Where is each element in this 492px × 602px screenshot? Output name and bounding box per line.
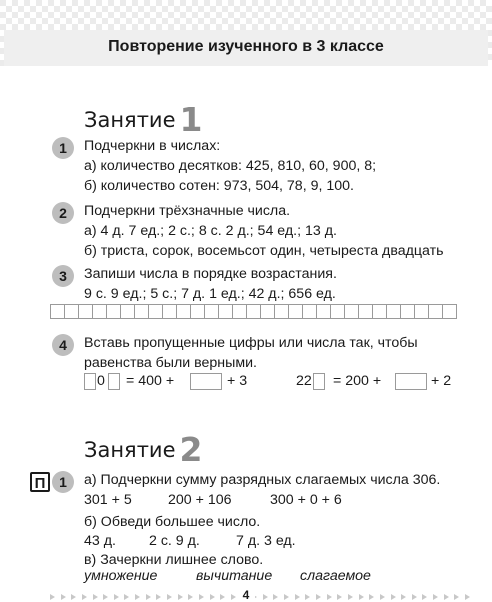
task-text: 9 с. 9 ед.; 5 с.; 7 д. 1 ед.; 42 д.; 656 ед.: [84, 286, 336, 302]
word-option: вычитание: [196, 568, 273, 584]
grid-cell[interactable]: [358, 304, 372, 319]
blank-box[interactable]: [313, 373, 325, 390]
grid-cell[interactable]: [190, 304, 204, 319]
given-number: 22: [296, 373, 312, 389]
grid-cell[interactable]: [246, 304, 260, 319]
page-title: Повторение изученного в 3 классе: [108, 38, 384, 55]
task-badge: 2: [52, 202, 74, 224]
equation-text: + 2: [431, 373, 452, 389]
task-badge: 4: [52, 334, 74, 356]
task-text: б) триста, сорок, восемьсот один, четыреста двадцать: [84, 243, 444, 259]
task-text: а) количество десятков: 425, 810, 60, 900, 8;: [84, 158, 377, 174]
letter-p-icon: П: [30, 472, 50, 492]
grid-cell[interactable]: [176, 304, 190, 319]
word-option: слагаемое: [300, 568, 371, 584]
task-badge: 1: [52, 471, 74, 493]
task-text: равенства были верными.: [84, 355, 257, 371]
word-option: умножение: [84, 568, 158, 584]
grid-cell[interactable]: [92, 304, 106, 319]
grid-cell[interactable]: [428, 304, 442, 319]
grid-cell[interactable]: [386, 304, 400, 319]
blank-box[interactable]: [108, 373, 120, 390]
equation-text: = 200 +: [333, 373, 382, 389]
answer-grid[interactable]: [50, 304, 457, 318]
grid-cell[interactable]: [148, 304, 162, 319]
blank-box[interactable]: [84, 373, 96, 390]
task-text: Подчеркни трёхзначные числа.: [84, 203, 291, 219]
grid-cell[interactable]: [120, 304, 134, 319]
grid-cell[interactable]: [344, 304, 358, 319]
grid-cell[interactable]: [400, 304, 414, 319]
task-text: в) Зачеркни лишнее слово.: [84, 552, 264, 568]
grid-cell[interactable]: [204, 304, 218, 319]
grid-cell[interactable]: [330, 304, 344, 319]
task-badge: 3: [52, 265, 74, 287]
grid-cell[interactable]: [372, 304, 386, 319]
option-text: 300 + 0 + 6: [270, 492, 342, 508]
task-text: а) 4 д. 7 ед.; 2 с.; 8 с. 2 д.; 54 ед.; 13 д.: [84, 223, 337, 239]
page-number: 4: [237, 588, 256, 602]
option-text: 43 д.: [84, 533, 116, 549]
lesson-label: Занятие: [84, 438, 176, 462]
lesson-number: 2: [179, 430, 203, 469]
option-text: 2 с. 9 д.: [149, 533, 200, 549]
grid-cell[interactable]: [414, 304, 428, 319]
grid-cell[interactable]: [134, 304, 148, 319]
lesson-1-heading: [84, 100, 202, 139]
task-text: а) Подчеркни сумму разрядных слагаемых числа 306.: [84, 472, 441, 488]
given-digit: 0: [97, 373, 105, 389]
task-text: б) количество сотен: 973, 504, 78, 9, 100.: [84, 178, 354, 194]
grid-cell[interactable]: [106, 304, 120, 319]
task-text: б) Обведи большее число.: [84, 514, 261, 530]
equation-text: = 400 +: [126, 373, 175, 389]
task-text: Запиши числа в порядке возрастания.: [84, 266, 337, 282]
grid-cell[interactable]: [78, 304, 92, 319]
option-text: 7 д. 3 ед.: [236, 533, 296, 549]
grid-cell[interactable]: [218, 304, 232, 319]
grid-cell[interactable]: [162, 304, 176, 319]
task-text: Подчеркни в числах:: [84, 138, 221, 154]
lesson-2-heading: [84, 430, 202, 469]
grid-cell[interactable]: [64, 304, 78, 319]
grid-cell[interactable]: [316, 304, 330, 319]
grid-cell[interactable]: [302, 304, 316, 319]
lesson-label: Занятие: [84, 108, 176, 132]
grid-cell[interactable]: [288, 304, 302, 319]
option-text: 200 + 106: [168, 492, 232, 508]
grid-cell[interactable]: [260, 304, 274, 319]
lesson-number: 1: [179, 100, 203, 139]
grid-cell[interactable]: [232, 304, 246, 319]
blank-box[interactable]: [395, 373, 427, 390]
task-badge: 1: [52, 137, 74, 159]
grid-cell[interactable]: [50, 304, 64, 319]
grid-cell[interactable]: [274, 304, 288, 319]
equation-text: + 3: [227, 373, 248, 389]
blank-box[interactable]: [190, 373, 222, 390]
grid-cell[interactable]: [442, 304, 457, 319]
option-text: 301 + 5: [84, 492, 132, 508]
task-text: Вставь пропущенные цифры или числа так, чтобы: [84, 335, 418, 351]
